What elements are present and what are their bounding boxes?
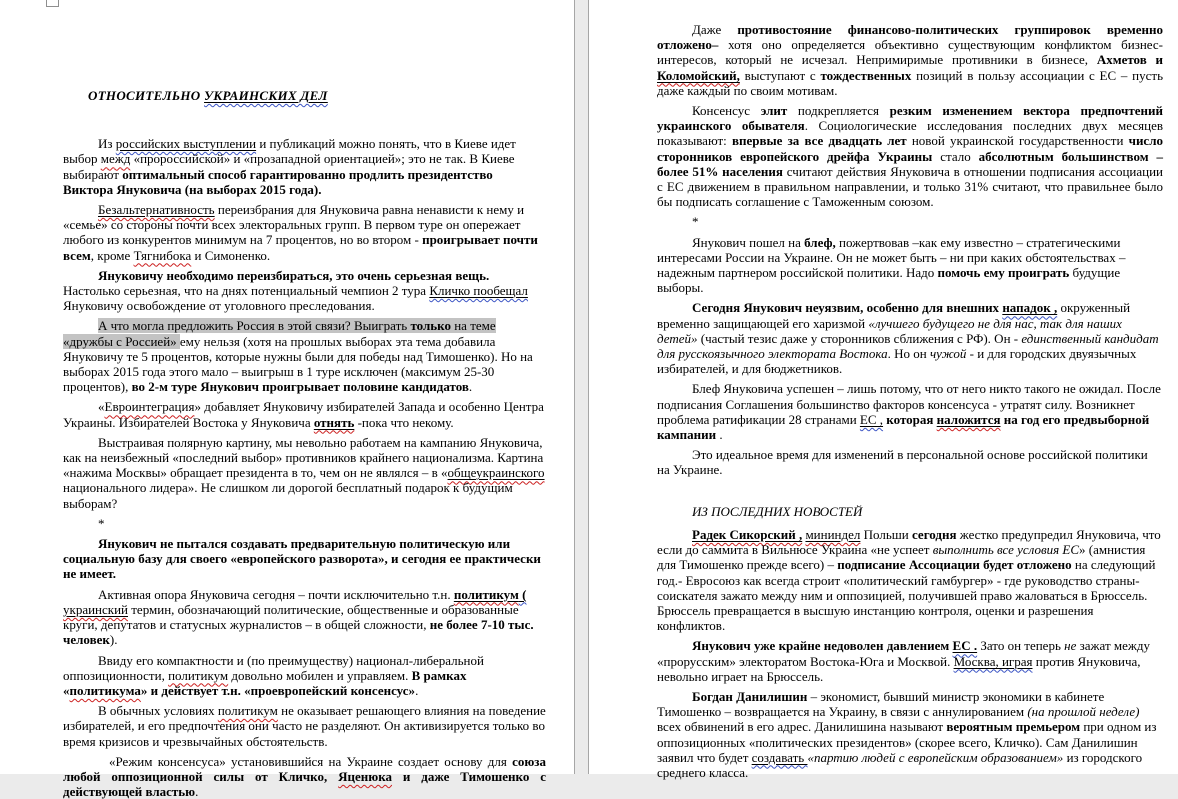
text-run: позиций в пользу ассоциации с ЕС – пусть даже каждый по своим мотивам.	[657, 67, 1163, 98]
text-run: считают действия Януковича в отношении подписания ассоциации с ЕС движением в правильном направлении, и только 31% считают, что правильнее было бы подписать соглашение с Таможенным союзом.	[657, 163, 1163, 210]
text-run: » (амнистия для Тимошенко прежде всего) –	[657, 542, 1146, 573]
text-run	[204, 88, 328, 103]
text-run: термин, обозначающий политические, общественные и образованные круги, депутатов и статусных журналистов – в общей сложности,	[63, 601, 519, 633]
text-run: и публикаций можно понять, что в Киеве идет выбор	[63, 136, 516, 167]
paragraph	[63, 136, 546, 197]
spellcheck-red-squiggle: политикума	[69, 682, 141, 698]
document-title	[63, 88, 546, 103]
text-run: Янукович уже крайне недоволен давлением	[692, 638, 953, 654]
text-run: .	[716, 427, 723, 443]
text-run: В обычных условиях	[98, 703, 218, 719]
text-run: чужой	[929, 346, 967, 362]
text-run: стало	[932, 148, 979, 164]
text-run: сегодня	[912, 526, 957, 542]
text-run: зажат между «прорусским» электоратом Востока-Юга и Москвой.	[657, 638, 1150, 669]
text-run: во 2-м туре Янукович проигрывает половине кандидатов	[131, 379, 469, 395]
text-run: Богдан Данилишин	[692, 688, 808, 704]
text-run: (на прошлой неделе)	[1027, 704, 1140, 720]
text-run	[752, 750, 808, 765]
text-run: *	[692, 214, 699, 230]
object-anchor-marker	[46, 0, 59, 7]
text-run: Настолько серьезная, что на днях потенциальный чемпион 2 тура	[63, 283, 430, 299]
text-run: Активная опора Януковича сегодня – почти исключительно т.н.	[98, 586, 454, 602]
text-run: ОТНОСИТЕЛЬНО	[88, 88, 205, 103]
text-run: блеф,	[804, 234, 836, 250]
spellcheck-red-squiggle: межд	[100, 151, 131, 167]
spellcheck-blue-squiggle: ЕС .	[952, 638, 978, 654]
paragraph	[63, 318, 546, 394]
text-run	[116, 136, 256, 151]
text-run: новой украинской государственности	[906, 133, 1129, 149]
text-run: тождественных	[820, 67, 912, 83]
text-run: «партию людей с европейским образованием»	[807, 749, 1064, 765]
spellcheck-red-squiggle: Коломойский,	[657, 67, 740, 83]
text-run: Ввиду его компактности и (по преимуществу) национал-либеральной оппозиционности,	[63, 652, 484, 683]
text-run	[657, 68, 740, 83]
text-run: и Симоненко.	[191, 247, 271, 263]
paragraph	[63, 587, 546, 648]
paragraph	[657, 689, 1163, 780]
paragraph	[657, 300, 1163, 376]
paragraph	[63, 703, 546, 749]
text-run: национального лидера». Не слишком ли дорогой бесплатный подарок к будущим выборам?	[63, 480, 513, 511]
section-heading	[657, 504, 1163, 519]
document-page-left	[0, 0, 575, 799]
spellcheck-blue-squiggle: ЕС ,	[859, 411, 884, 427]
spellcheck-blue-squiggle: (	[518, 586, 527, 602]
text-run: . Но он	[887, 346, 930, 362]
text-run: всех обвинений в его адрес. Данилишина называют	[657, 719, 947, 735]
text-run: (частый тезис даже у сторонников сближения с РФ). Он -	[697, 330, 1022, 346]
text-run	[1002, 300, 1057, 315]
text-run	[98, 202, 215, 217]
text-run	[692, 527, 802, 542]
spellcheck-red-squiggle: политикум	[217, 703, 278, 719]
text-run: » добавляет Януковичу избирателей Запада и особенно Центра Украины. Избирателей Востока у Януковича	[63, 399, 544, 430]
text-run: только	[410, 318, 451, 334]
text-run	[448, 465, 545, 480]
spellcheck-red-squiggle: Тягнибока	[133, 247, 192, 263]
text-run	[63, 602, 128, 617]
text-run	[805, 527, 860, 542]
document-page-right	[588, 0, 1178, 780]
text-run: переизбрания для Януковича равна ненависти к нему и «семье» со стороны почти всех электоральных групп. В первом туре он опережает любого из конкурентов минимум на 7 процентов, но во втором -	[63, 202, 525, 248]
spellcheck-red-squiggle: политикум	[168, 667, 229, 683]
separator-star	[657, 214, 1163, 229]
text-run: подкрепляется	[787, 103, 890, 119]
text-run: не	[1064, 638, 1077, 654]
text-run: довольно мобилен и управляем.	[228, 667, 412, 683]
spellcheck-red-squiggle: мининдел	[805, 526, 861, 542]
paragraph	[657, 527, 1163, 633]
text-run: пожертвовав –как ему известно – стратегическими интересами России на Украине. Он не может быть – ни при каких обстоятельствах – надежным партнером российской политики. Надо	[657, 234, 1126, 281]
text-run	[937, 412, 1001, 427]
text-run: – экономист, бывший министр экономики в кабинете Тимошенко – возвращается на Украину, в связи с аннулированием	[657, 688, 1105, 720]
text-run: Януковичу освобождение от уголовного преследования.	[63, 298, 375, 314]
paragraph	[657, 235, 1163, 296]
text-run: » и действует т.н. «проевропейский консенсус»	[140, 682, 416, 698]
text-run: союза любой оппозиционной силы от Кличко,	[63, 753, 546, 784]
spellcheck-red-squiggle: украинский	[63, 601, 128, 617]
text-run: не оказывает решающего влияния на поведение избирателей, и его предпочтения они часто не разделяют. Он активизируется только во время кризисов и чрезвычайных обстоятельств.	[63, 703, 546, 749]
paragraph	[63, 536, 546, 582]
paragraph	[657, 447, 1163, 477]
text-run: на следующий год.- Евросоюз как всегда строит «политический гамбургер» - где руководство страны-соискателя зажато между ним и оппозицией, получившей право жаловаться в Брюссель. Брюссель превращается в высшую инстанцию контроля, оценки и разрешения конфликтов.	[657, 557, 1156, 634]
text-run: ему нельзя (хотя на прошлых выборах эта тема добавила Януковичу те 5 процентов, которые нужны были для победы над Тимошенко). Но на выборах 2015 года этого мало – выигрыш в 1 туре исключен (максимум 25-30 процентов),	[63, 333, 533, 395]
spellcheck-red-squiggle: политикум	[453, 586, 519, 602]
text-run	[454, 587, 519, 602]
page-text-column[interactable]	[657, 0, 1163, 780]
spellcheck-blue-squiggle: Кличко пообещал	[429, 283, 528, 299]
text-run: против Януковича, невольно играет на Брюссель.	[657, 653, 1141, 684]
text-run: противостояние финансово-политических группировок временно отложено–	[657, 22, 1163, 53]
paragraph	[657, 638, 1163, 684]
spellcheck-red-squiggle: Евроинтеграция	[104, 399, 195, 415]
text-run: Даже	[692, 22, 738, 37]
spellcheck-blue-squiggle: российских выступлении	[115, 136, 257, 152]
spellcheck-blue-squiggle: нападок ,	[1002, 300, 1058, 316]
text-run: проигрывает почти всем	[63, 232, 538, 263]
text-run: Януковичу необходимо переизбираться, это очень серьезная вещь.	[98, 267, 490, 283]
text-run	[70, 683, 141, 698]
text-run: «Режим консенсуса» установившийся на Украине создает основу для	[109, 753, 513, 769]
paragraph	[63, 268, 546, 314]
paragraph	[63, 399, 546, 429]
text-run: жестко предупредил Януковича, что если до саммита в Вильнюсе Украина «не успеет	[657, 526, 1161, 558]
spellcheck-blue-squiggle: Москва, играя	[953, 653, 1033, 669]
paragraph	[63, 754, 546, 799]
text-run	[954, 654, 1033, 669]
separator-star	[63, 516, 546, 531]
spellcheck-blue-squiggle: создавать	[751, 749, 808, 765]
text-run: .	[195, 784, 199, 799]
text-run: Это идеальное время для изменений в персональной основе российской политики на Украине.	[657, 447, 1148, 478]
spellcheck-red-squiggle: Яценюка	[338, 768, 393, 784]
paragraph	[63, 202, 546, 263]
text-run	[314, 415, 355, 430]
text-run: окруженный временно защищающей его харизмой	[657, 300, 1131, 331]
paragraph	[657, 381, 1163, 442]
text-run: - и для городских двуязычных избирателей, и для бюджетников.	[657, 346, 1137, 377]
text-run: .	[415, 682, 419, 698]
spellcheck-red-squiggle: общеукраинского	[447, 465, 545, 481]
text-run	[134, 248, 192, 263]
text-run: единственный кандидат для русскоязычного электората Востока	[657, 330, 1159, 362]
text-run: Янукович не пытался создавать предварительную политическую или социальную базу для своего «европейского разворота», и сегодня ее практически не имеет.	[63, 536, 541, 582]
text-run	[953, 638, 978, 653]
text-run: резким изменением вектора предпочтений украинского обывателя	[657, 103, 1163, 134]
text-run: «пророссийской» и «прозападной ориентацией»; это не так. В Киеве выбирают	[63, 151, 515, 182]
text-run: из городского среднего класса.	[657, 749, 1143, 780]
text-run: на теме «дружбы с Россией»	[63, 318, 496, 349]
text-run: ).	[109, 632, 118, 648]
text-run: -пока что некому.	[354, 414, 454, 430]
text-run: Блеф Януковича успешен – лишь потому, что от него никто такого не ожидал. После подписания Соглашения большинство факторов консенсуса - утратят силу. Возникнет проблема ратификации 28 странами	[657, 381, 1161, 427]
text-run: Из	[98, 136, 116, 152]
text-run	[338, 769, 392, 784]
text-run: абсолютным большинством – более 51% населения	[657, 148, 1164, 179]
text-run: Выстраивая полярную картину, мы невольно работаем на кампанию Януковича, как на неизбежный «последний выбор» противников крайнего национализма. Картина «нажима Москвы» обращает президента в то, чем он не являлся – в «	[63, 434, 544, 481]
text-run: В рамках «	[63, 667, 467, 698]
text-run	[429, 283, 528, 298]
text-run: Консенсус	[692, 103, 761, 119]
text-run: Польши	[860, 526, 912, 542]
text-run	[860, 412, 883, 427]
text-run: ИЗ ПОСЛЕДНИХ НОВОСТЕЙ	[692, 503, 863, 519]
text-run	[105, 399, 195, 414]
text-run: «	[98, 399, 105, 415]
text-run: не более 7-10 тыс. человек	[63, 617, 534, 648]
text-run: будущие выборы.	[657, 265, 1121, 296]
text-run: на год его предвыборной кампании	[657, 411, 1150, 443]
text-run: оптимальный способ гарантированно продлить президентство Виктора Януковича (на выборах 2015 года).	[63, 166, 493, 197]
text-run: вероятным премьером	[946, 719, 1081, 735]
text-run: хотя оно определяется объективно существующим конфликтом бизнес-интересов, который не исчезал. Непримиримые противники в бизнесе,	[657, 37, 1163, 68]
spellcheck-red-squiggle: Безальтернативность	[98, 202, 215, 218]
paragraph	[657, 22, 1163, 98]
page-text-column[interactable]	[63, 88, 546, 799]
text-run: .	[468, 379, 473, 395]
text-run: , кроме	[90, 247, 134, 263]
spellcheck-red-squiggle: отнять	[313, 414, 355, 430]
spellcheck-red-squiggle: Радек Сикорский ,	[692, 526, 803, 542]
spellcheck-blue-squiggle: УКРАИНСКИХ ДЕЛ	[204, 88, 328, 103]
text-run: Янукович пошел на	[692, 234, 805, 250]
text-run	[519, 587, 527, 602]
text-run: А что могла предложить Россия в этой связи? Выиграть	[98, 318, 411, 334]
paragraph	[657, 103, 1163, 209]
text-run: *	[98, 515, 105, 531]
text-run: помочь ему проиграть	[937, 265, 1070, 281]
paragraph	[63, 653, 546, 699]
text-run	[101, 151, 131, 166]
text-run: подписание Ассоциации будет отложено	[837, 557, 1072, 573]
text-run: элит	[760, 103, 788, 119]
text-run: Сегодня Янукович неуязвим, особенно для внешних	[692, 300, 1003, 316]
text-run: . Социологические исследования последних двух месяцев показывают:	[657, 118, 1163, 149]
text-run: выступают с	[739, 67, 821, 83]
text-run: число сторонников европейского дрейфа Украины	[657, 133, 1163, 164]
text-run	[168, 668, 228, 683]
text-run: Ахметов и	[1096, 52, 1163, 68]
text-run: которая	[886, 411, 937, 427]
text-run: выполнить все условия ЕС	[932, 542, 1080, 558]
text-run: при одном из оппозиционных «политических президентов» (скорее всего, Кличко). Сам Данилишин заявил что будет	[657, 719, 1157, 765]
paragraph	[63, 435, 546, 511]
text-run: впервые за все двадцать лет	[731, 133, 907, 149]
text-run: «лучшего будущего не для нас, так для наших детей»	[657, 315, 1122, 346]
text-run: и даже Тимошенко с действующей властью	[63, 768, 546, 799]
text-run: Зато он теперь	[977, 638, 1065, 654]
text-run	[218, 703, 278, 718]
spellcheck-red-squiggle: наложится	[936, 411, 1001, 427]
